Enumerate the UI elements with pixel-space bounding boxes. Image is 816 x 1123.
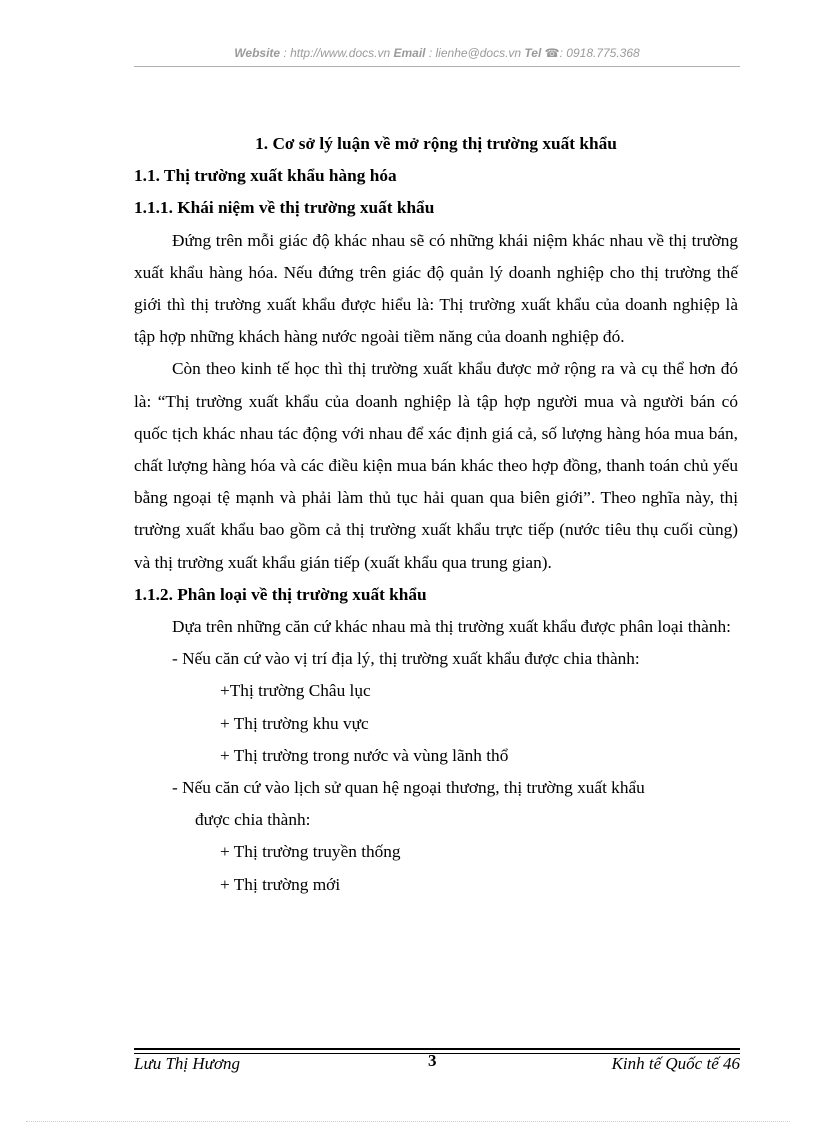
- heading-1-1-2: 1.1.2. Phân loại về thị trường xuất khẩu: [134, 584, 427, 604]
- header-divider: [134, 66, 740, 67]
- email-value[interactable]: : lienhe@docs.vn: [428, 46, 522, 60]
- page-bottom-border: [26, 1121, 790, 1122]
- page-header: [134, 46, 740, 66]
- bullet-trade-history: [134, 772, 738, 836]
- sub-item-traditional: + Thị trường truyền thống: [220, 842, 401, 862]
- document-body: [134, 128, 738, 901]
- paragraph-economics-definition: Còn theo kinh tế học thì thị trường xuất khẩu được mở rộng ra và cụ thể hơn đó là: “Thị trường xuất khẩu của doanh nghiệp là tập hợp người mua và người bán có quốc tịch khác nhau tác động với nhau để xác định giá cả, số lượng hàng hóa mua bán, chất lượng hàng hóa và các điều kiện mua bán khác theo hợp đồng, thanh toán chủ yếu bằng ngoại tệ mạnh và phải làm thủ tục hải quan qua biên giới”. Theo nghĩa này, thị trường xuất khẩu bao gồm cả thị trường xuất khẩu trực tiếp (nước tiêu thụ cuối cùng) và thị trường xuất khẩu gián tiếp (xuất khẩu qua trung gian).: [134, 359, 738, 572]
- phone-icon: ☎: [544, 46, 560, 60]
- tel-label: Tel: [524, 46, 542, 60]
- sub-item-new: + Thị trường mới: [220, 874, 341, 894]
- sub-item-regional: + Thị trường khu vực: [220, 713, 369, 733]
- heading-1-1-1: 1.1.1. Khái niệm về thị trường xuất khẩu: [134, 198, 435, 218]
- sub-item-domestic-territory: + Thị trường trong nước và vùng lãnh thổ: [220, 745, 509, 765]
- tel-value: : 0918.775.368: [559, 46, 640, 60]
- heading-1-1: 1.1. Thị trường xuất khẩu hàng hóa: [134, 166, 397, 186]
- email-label: Email: [393, 46, 426, 60]
- website-value[interactable]: : http://www.docs.vn: [283, 46, 391, 60]
- footer-course: Kinh tế Quốc tế 46: [611, 1054, 740, 1073]
- bullet-trade-history-line2: được chia thành:: [195, 810, 311, 830]
- bullet-geography: - Nếu căn cứ vào vị trí địa lý, thị trường xuất khẩu được chia thành:: [172, 649, 640, 669]
- paragraph-definition: Đứng trên mỗi giác độ khác nhau sẽ có những khái niệm khác nhau về thị trường xuất khẩu hàng hóa. Nếu đứng trên giác độ quản lý doanh nghiệp cho thị trường thế giới thì thị trường xuất khẩu được hiểu là: Thị trường xuất khẩu của doanh nghiệp là tập hợp những khách hàng nước ngoài tiềm năng của doanh nghiệp đó.: [134, 230, 738, 347]
- bullet-trade-history-line1: - Nếu căn cứ vào lịch sử quan hệ ngoại thương, thị trường xuất khẩu: [172, 778, 645, 798]
- sub-item-continental: +Thị trường Châu lục: [220, 681, 371, 701]
- section-title: 1. Cơ sở lý luận về mở rộng thị trường xuất khẩu: [255, 134, 617, 153]
- paragraph-classification-intro: Dựa trên những căn cứ khác nhau mà thị trường xuất khẩu được phân loại thành:: [172, 617, 731, 637]
- page-number: 3: [428, 1051, 437, 1070]
- website-label: Website: [234, 46, 281, 60]
- footer-author: Lưu Thị Hương: [134, 1054, 241, 1073]
- footer-divider-thick: [134, 1048, 740, 1050]
